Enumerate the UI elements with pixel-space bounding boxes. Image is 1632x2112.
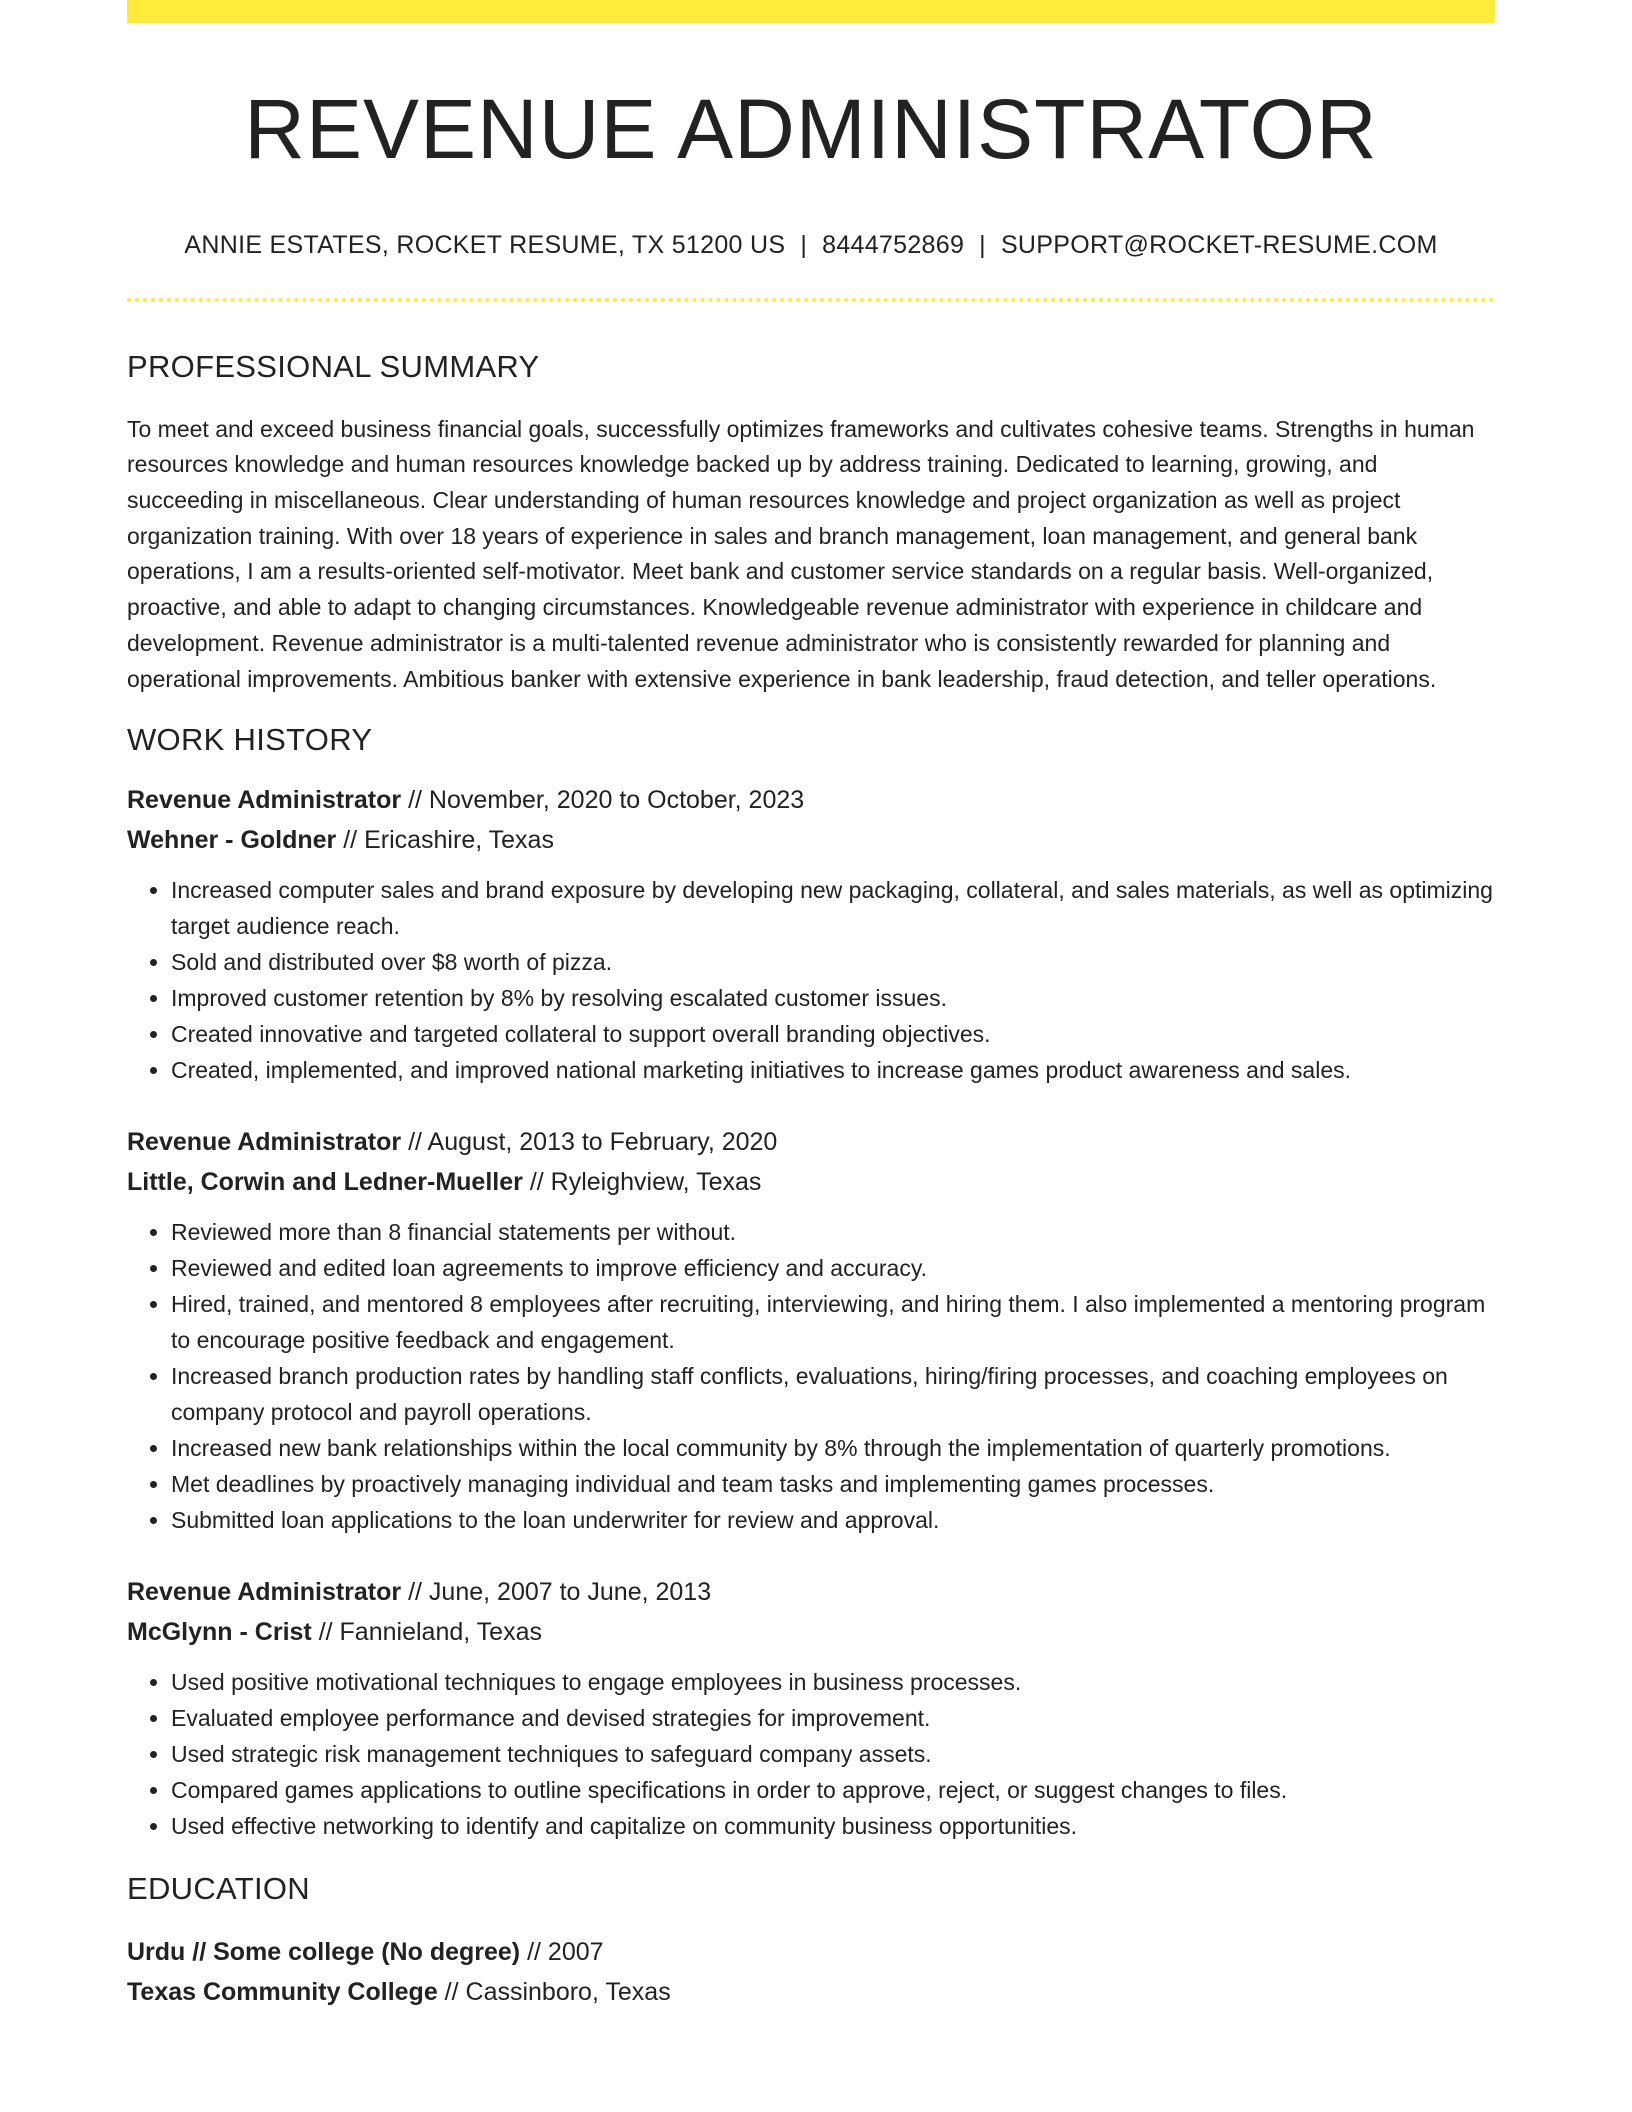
job-entry bbox=[127, 1122, 1495, 1538]
list-item: • Used effective networking to identify and capitalize on community business opportunities. bbox=[171, 1808, 1495, 1844]
list-item: • Reviewed and edited loan agreements to improve efficiency and accuracy. bbox=[171, 1250, 1495, 1286]
list-item: • Compared games applications to outline specifications in order to approve, reject, or suggest changes to files. bbox=[171, 1772, 1495, 1808]
list-item: • Used strategic risk management techniques to safeguard company assets. bbox=[171, 1736, 1495, 1772]
list-item: • Sold and distributed over $8 worth of pizza. bbox=[171, 944, 1495, 980]
education-section bbox=[127, 1870, 1495, 2011]
job-role-line bbox=[127, 780, 1495, 820]
job-bullets bbox=[127, 1214, 1495, 1538]
job-role-line bbox=[127, 1122, 1495, 1162]
job-bullets bbox=[127, 872, 1495, 1088]
job-company: McGlynn - Crist bbox=[127, 1618, 312, 1647]
job-company-line bbox=[127, 820, 1495, 860]
list-item: • Increased computer sales and brand exposure by developing new packaging, collateral, and sales materials, as well as optimizing target audience reach. bbox=[171, 872, 1495, 944]
job-location: // Ryleighview, Texas bbox=[529, 1168, 762, 1197]
list-item: • Evaluated employee performance and devised strategies for improvement. bbox=[171, 1700, 1495, 1736]
education-heading: EDUCATION bbox=[127, 1871, 310, 1907]
education-school: Texas Community College bbox=[127, 1977, 438, 2006]
list-item: • Used positive motivational techniques to engage employees in business processes. bbox=[171, 1664, 1495, 1700]
list-item: • Met deadlines by proactively managing individual and team tasks and implementing games processes. bbox=[171, 1466, 1495, 1502]
summary-text: To meet and exceed business financial goals, successfully optimizes frameworks and cultivates cohesive teams. Strengths in human resources knowledge and human resources knowledge backed up by address training. Dedicated to learning, growing, and succeeding in miscellaneous. Clear understanding of human resources knowledge and project organization as well as project organization training. With over 18 years of experience in sales and branch management, loan management, and general bank operations, I am a results-oriented self-motivator. Meet bank and customer service standards on a regular basis. Well-organized, proactive, and able to adapt to changing circumstances. Knowledgeable revenue administrator with experience in childcare and development. Revenue administrator is a multi-talented revenue administrator who is consistently rewarded for planning and operational improvements. Ambitious banker with extensive experience in bank leadership, fraud detection, and teller operations. bbox=[127, 415, 1475, 692]
list-item: • Hired, trained, and mentored 8 employees after recruiting, interviewing, and hiring them. I also implemented a mentoring program to encourage positive feedback and engagement. bbox=[171, 1286, 1495, 1358]
accent-top-bar bbox=[127, 0, 1495, 23]
contact-email: SUPPORT@ROCKET-RESUME.COM bbox=[1000, 231, 1438, 260]
job-role-line bbox=[127, 1572, 1495, 1612]
summary-section bbox=[127, 348, 1495, 697]
summary-heading: PROFESSIONAL SUMMARY bbox=[127, 349, 540, 385]
resume-page bbox=[127, 0, 1495, 2012]
education-degree: Urdu // Some college (No degree) bbox=[127, 1937, 521, 1966]
work-history-section bbox=[127, 721, 1495, 1844]
education-year: // 2007 bbox=[527, 1937, 604, 1966]
dotted-divider bbox=[127, 298, 1495, 302]
list-item: • Submitted loan applications to the loan underwriter for review and approval. bbox=[171, 1502, 1495, 1538]
job-company-line bbox=[127, 1612, 1495, 1652]
job-location: // Fannieland, Texas bbox=[318, 1618, 542, 1647]
job-bullets bbox=[127, 1664, 1495, 1844]
resume-title: REVENUE ADMINISTRATOR bbox=[244, 82, 1378, 176]
list-item: • Increased new bank relationships within the local community by 8% through the implementation of quarterly promotions. bbox=[171, 1430, 1495, 1466]
job-dates: // August, 2013 to February, 2020 bbox=[408, 1128, 778, 1157]
contact-separator: | bbox=[800, 231, 808, 260]
job-entry bbox=[127, 780, 1495, 1088]
job-company: Little, Corwin and Ledner-Mueller bbox=[127, 1168, 523, 1197]
job-role: Revenue Administrator bbox=[127, 786, 402, 815]
contact-phone: 8444752869 bbox=[822, 231, 965, 260]
contact-address: ANNIE ESTATES, ROCKET RESUME, TX 51200 US bbox=[184, 231, 786, 260]
job-role: Revenue Administrator bbox=[127, 1128, 402, 1157]
job-company: Wehner - Goldner bbox=[127, 826, 337, 855]
list-item: • Improved customer retention by 8% by resolving escalated customer issues. bbox=[171, 980, 1495, 1016]
education-school-line bbox=[127, 1972, 1495, 2012]
job-dates: // June, 2007 to June, 2013 bbox=[408, 1578, 712, 1607]
list-item: • Reviewed more than 8 financial statements per without. bbox=[171, 1214, 1495, 1250]
contact-line bbox=[127, 231, 1495, 260]
list-item: • Created innovative and targeted collateral to support overall branding objectives. bbox=[171, 1016, 1495, 1052]
education-degree-line bbox=[127, 1932, 1495, 1972]
education-entry bbox=[127, 1932, 1495, 2012]
job-dates: // November, 2020 to October, 2023 bbox=[408, 786, 805, 815]
job-role: Revenue Administrator bbox=[127, 1578, 402, 1607]
education-location: // Cassinboro, Texas bbox=[444, 1977, 671, 2006]
list-item: • Created, implemented, and improved national marketing initiatives to increase games product awareness and sales. bbox=[171, 1052, 1495, 1088]
job-location: // Ericashire, Texas bbox=[343, 826, 554, 855]
contact-separator: | bbox=[979, 231, 986, 260]
work-history-heading: WORK HISTORY bbox=[127, 722, 373, 758]
list-item: • Increased branch production rates by handling staff conflicts, evaluations, hiring/firing processes, and coaching employees on company protocol and payroll operations. bbox=[171, 1358, 1495, 1430]
job-entry bbox=[127, 1572, 1495, 1844]
job-company-line bbox=[127, 1162, 1495, 1202]
